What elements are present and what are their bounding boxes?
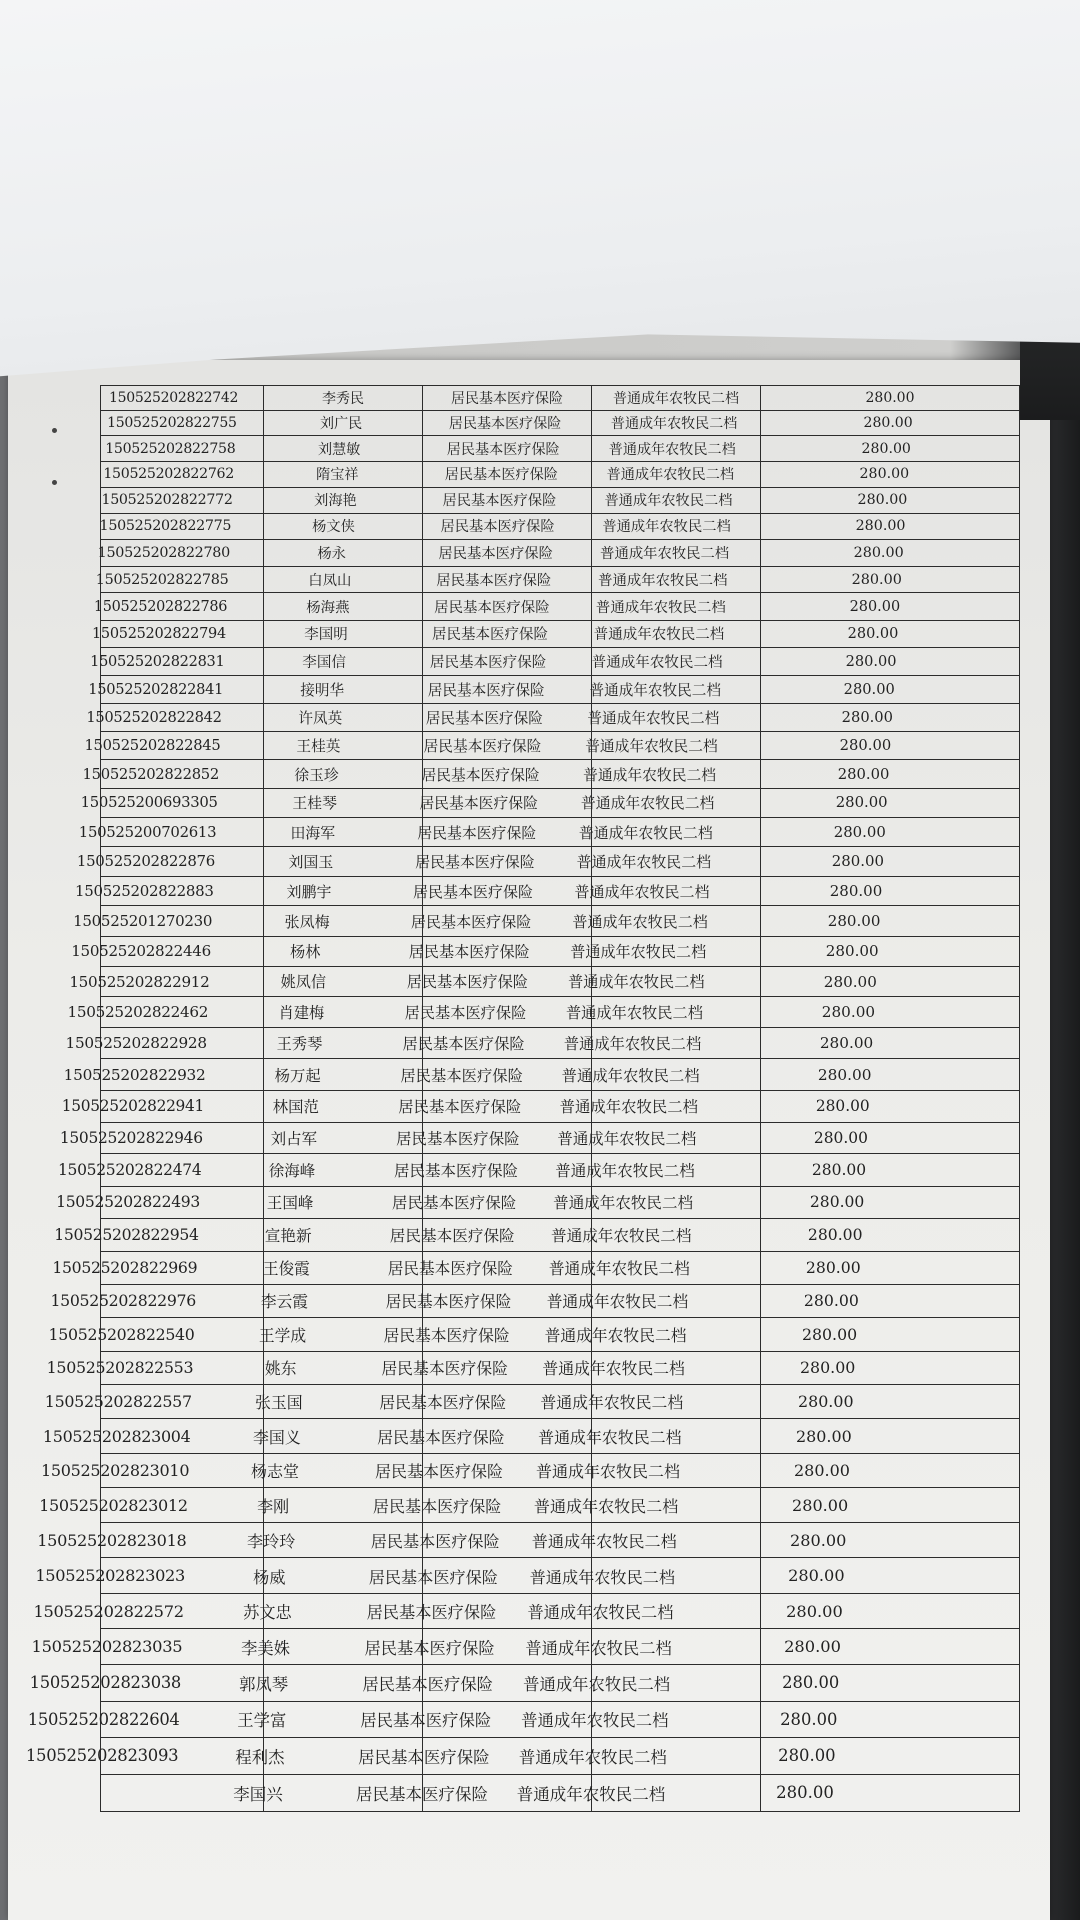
level-cell: 普通成年农牧民二档 (554, 936, 723, 966)
id-cell: 150525202822842 (78, 703, 241, 731)
name-cell: 宣艳新 (209, 1219, 368, 1252)
name-cell: 李美姝 (186, 1629, 345, 1665)
level-cell: 普通成年农牧民二档 (539, 1186, 708, 1218)
table-row (85, 593, 1004, 620)
name-cell: 王学富 (182, 1701, 341, 1737)
id-cell: 150525202822772 (93, 487, 256, 513)
amount-cell: 280.00 (721, 966, 980, 997)
table-row (63, 936, 982, 966)
level-cell: 普通成年农牧民二档 (537, 1219, 706, 1252)
insurance-table-body (25, 386, 1020, 1812)
amount-cell: 280.00 (685, 1593, 944, 1629)
level-cell: 普通成年农牧民二档 (563, 788, 732, 817)
amount-cell: 280.00 (717, 1028, 976, 1059)
insurance-table-wrapper (0, 385, 1050, 1885)
id-cell: 150525200693305 (72, 788, 235, 817)
type-cell: 居民基本医疗保险 (345, 1629, 514, 1665)
table-row (91, 513, 1010, 539)
type-cell: 居民基本医疗保险 (366, 1251, 535, 1284)
id-cell: 150525202822969 (44, 1251, 207, 1284)
amount-cell: 280.00 (719, 997, 978, 1028)
amount-cell: 280.00 (693, 1453, 952, 1488)
name-cell: 杨林 (226, 936, 385, 966)
level-cell: 普通成年农牧民二档 (510, 1701, 679, 1737)
type-cell: 居民基本医疗保险 (392, 817, 561, 846)
id-cell: 150525202822775 (91, 513, 254, 539)
table-row (99, 411, 1018, 436)
name-cell: 李秀民 (264, 386, 423, 411)
name-cell: 李玲玲 (192, 1523, 351, 1558)
table-row (44, 1251, 963, 1284)
table-row (59, 997, 978, 1028)
id-cell: 150525202822841 (80, 675, 243, 703)
name-cell: 许凤英 (241, 703, 400, 731)
type-cell: 居民基本医疗保险 (372, 1154, 541, 1186)
level-cell: 普通成年农牧民二档 (582, 513, 751, 539)
name-cell: 杨万起 (218, 1059, 377, 1090)
id-cell: 150525202822883 (67, 876, 230, 906)
type-cell: 居民基本医疗保险 (373, 1122, 542, 1154)
id-cell: 150525202822572 (25, 1593, 188, 1629)
level-cell: 普通成年农牧民二档 (529, 1351, 698, 1385)
amount-cell: 280.00 (689, 1523, 948, 1558)
level-cell: 普通成年农牧民二档 (573, 647, 742, 675)
type-cell: 居民基本医疗保险 (379, 1028, 548, 1059)
amount-cell: 280.00 (732, 788, 991, 817)
type-cell: 居民基本医疗保险 (423, 386, 592, 411)
amount-cell: 280.00 (715, 1059, 974, 1090)
name-cell: 李国义 (197, 1419, 356, 1453)
table-row (21, 1665, 940, 1701)
type-cell: 居民基本医疗保险 (362, 1318, 531, 1352)
amount-cell: 280.00 (700, 1318, 959, 1352)
type-cell: 居民基本医疗保险 (360, 1351, 529, 1385)
table-row (84, 620, 1003, 647)
id-cell: 150525202822493 (48, 1186, 211, 1218)
id-cell: 150525202822557 (36, 1385, 199, 1419)
table-row (34, 1419, 953, 1453)
level-cell: 普通成年农牧民二档 (524, 1453, 693, 1488)
type-cell: 居民基本医疗保险 (349, 1558, 518, 1593)
type-cell: 居民基本医疗保险 (417, 461, 586, 487)
id-cell: 150525202822604 (19, 1701, 182, 1737)
type-cell: 居民基本医疗保险 (402, 675, 571, 703)
amount-cell: 280.00 (751, 513, 1010, 539)
type-cell: 居民基本医疗保险 (370, 1186, 539, 1218)
name-cell: 李刚 (194, 1488, 353, 1523)
amount-cell: 280.00 (691, 1488, 950, 1523)
type-cell: 居民基本医疗保险 (364, 1284, 533, 1317)
level-cell: 普通成年农牧民二档 (550, 997, 719, 1028)
level-cell: 普通成年农牧民二档 (531, 1318, 700, 1352)
amount-cell: 280.00 (698, 1351, 957, 1385)
level-cell: 普通成年农牧民二档 (546, 1059, 715, 1090)
name-cell: 林国范 (216, 1090, 375, 1122)
level-cell: 普通成年农牧民二档 (533, 1284, 702, 1317)
name-cell: 张凤梅 (228, 906, 387, 936)
type-cell: 居民基本医疗保险 (385, 936, 554, 966)
id-cell: 150525202822553 (38, 1351, 201, 1385)
level-cell: 普通成年农牧民二档 (542, 1122, 711, 1154)
level-cell: 普通成年农牧民二档 (535, 1251, 704, 1284)
table-row (82, 647, 1001, 675)
level-cell: 普通成年农牧民二档 (520, 1523, 689, 1558)
level-cell: 普通成年农牧民二档 (580, 539, 749, 566)
id-cell: 150525202822946 (51, 1122, 214, 1154)
name-cell: 杨海燕 (248, 593, 407, 620)
type-cell: 居民基本医疗保险 (353, 1488, 522, 1523)
type-cell: 居民基本医疗保险 (356, 1419, 525, 1453)
level-cell: 普通成年农牧民二档 (569, 703, 738, 731)
table-row (29, 1523, 948, 1558)
id-cell: 150525202823023 (27, 1558, 190, 1593)
table-row (65, 906, 984, 936)
name-cell: 郭凤琴 (184, 1665, 343, 1701)
amount-cell: 280.00 (683, 1629, 942, 1665)
name-cell: 李国明 (247, 620, 406, 647)
id-cell: 150525202822976 (42, 1284, 205, 1317)
table-row (72, 788, 991, 817)
name-cell: 接明华 (243, 675, 402, 703)
name-cell: 王俊霞 (207, 1251, 366, 1284)
id-cell: 150525202822785 (87, 566, 250, 593)
table-row (50, 1154, 969, 1186)
amount-cell: 280.00 (738, 703, 997, 731)
table-row (48, 1186, 967, 1218)
level-cell: 普通成年农牧民二档 (544, 1090, 713, 1122)
type-cell: 居民基本医疗保险 (339, 1737, 508, 1774)
name-cell: 刘海艳 (256, 487, 415, 513)
amount-cell: 280.00 (749, 539, 1008, 566)
name-cell: 王秀琴 (220, 1028, 379, 1059)
name-cell: 刘国玉 (231, 847, 390, 877)
type-cell: 居民基本医疗保险 (398, 731, 567, 759)
id-cell: 150525202822474 (50, 1154, 213, 1186)
id-cell: 150525202822852 (74, 760, 237, 789)
table-row (19, 1701, 938, 1737)
name-cell: 程利杰 (180, 1737, 339, 1774)
id-cell: 150525202823035 (23, 1629, 186, 1665)
type-cell: 居民基本医疗保险 (411, 539, 580, 566)
amount-cell: 280.00 (730, 817, 989, 846)
id-cell: 150525202822786 (85, 593, 248, 620)
name-cell: 姚凤信 (224, 966, 383, 997)
name-cell: 刘鹏宇 (230, 876, 389, 906)
id-cell: 150525202822845 (76, 731, 239, 759)
id-cell: 150525202823018 (29, 1523, 192, 1558)
amount-cell: 280.00 (702, 1284, 961, 1317)
id-cell: 150525202822762 (95, 461, 258, 487)
level-cell: 普通成年农牧民二档 (592, 386, 761, 411)
amount-cell: 280.00 (676, 1774, 935, 1811)
level-cell: 普通成年农牧民二档 (578, 566, 747, 593)
level-cell: 普通成年农牧民二档 (507, 1774, 676, 1811)
level-cell: 普通成年农牧民二档 (571, 675, 740, 703)
amount-cell: 280.00 (681, 1665, 940, 1701)
amount-cell: 280.00 (677, 1737, 936, 1774)
type-cell: 居民基本医疗保险 (404, 647, 573, 675)
table-row (53, 1090, 972, 1122)
id-cell: 150525202822932 (55, 1059, 218, 1090)
type-cell: 居民基本医疗保险 (338, 1774, 507, 1811)
level-cell: 普通成年农牧民二档 (512, 1665, 681, 1701)
table-row (95, 461, 1014, 487)
level-cell: 普通成年农牧民二档 (575, 620, 744, 647)
type-cell: 居民基本医疗保险 (390, 847, 559, 877)
id-cell: 150525200702613 (70, 817, 233, 846)
table-row (57, 1028, 976, 1059)
type-cell: 居民基本医疗保险 (407, 593, 576, 620)
level-cell: 普通成年农牧民二档 (518, 1558, 687, 1593)
name-cell: 杨永 (252, 539, 411, 566)
level-cell: 普通成年农牧民二档 (548, 1028, 717, 1059)
id-cell: 150525202822928 (57, 1028, 220, 1059)
name-cell: 肖建梅 (222, 997, 381, 1028)
id-cell: 150525202822954 (46, 1219, 209, 1252)
level-cell: 普通成年农牧民二档 (556, 906, 725, 936)
table-row (67, 876, 986, 906)
amount-cell: 280.00 (727, 876, 986, 906)
id-cell: 150525202822755 (99, 411, 262, 436)
amount-cell: 280.00 (711, 1122, 970, 1154)
name-cell: 白凤山 (250, 566, 409, 593)
name-cell: 徐海峰 (213, 1154, 372, 1186)
id-cell: 150525202822742 (101, 386, 264, 411)
type-cell: 居民基本医疗保险 (394, 788, 563, 817)
type-cell: 居民基本医疗保险 (415, 487, 584, 513)
table-row (93, 487, 1012, 513)
amount-cell: 280.00 (747, 566, 1006, 593)
level-cell: 普通成年农牧民二档 (586, 461, 755, 487)
level-cell: 普通成年农牧民二档 (561, 817, 730, 846)
type-cell: 居民基本医疗保险 (341, 1701, 510, 1737)
amount-cell: 280.00 (710, 1154, 969, 1186)
table-row (97, 436, 1016, 462)
id-cell: 150525202822912 (61, 966, 224, 997)
id-cell: 150525202823004 (34, 1419, 197, 1453)
level-cell: 普通成年农牧民二档 (584, 487, 753, 513)
table-row (80, 675, 999, 703)
amount-cell: 280.00 (694, 1419, 953, 1453)
table-row (25, 1593, 944, 1629)
table-row (23, 1629, 942, 1665)
table-row (70, 817, 989, 846)
amount-cell: 280.00 (734, 760, 993, 789)
table-row (55, 1059, 974, 1090)
level-cell: 普通成年农牧民二档 (567, 731, 736, 759)
amount-cell: 280.00 (755, 461, 1014, 487)
level-cell: 普通成年农牧民二档 (508, 1737, 677, 1774)
table-row (89, 539, 1008, 566)
level-cell: 普通成年农牧民二档 (558, 876, 727, 906)
name-cell: 李国信 (245, 647, 404, 675)
type-cell: 居民基本医疗保险 (368, 1219, 537, 1252)
name-cell: 刘占军 (214, 1122, 373, 1154)
type-cell: 居民基本医疗保险 (387, 906, 556, 936)
name-cell: 田海军 (233, 817, 392, 846)
amount-cell: 280.00 (687, 1558, 946, 1593)
insurance-table (25, 385, 1020, 1812)
table-row (74, 760, 993, 789)
amount-cell: 280.00 (725, 906, 984, 936)
table-row (38, 1351, 957, 1385)
amount-cell: 280.00 (728, 847, 987, 877)
amount-cell: 280.00 (696, 1385, 955, 1419)
id-cell: 150525202822831 (82, 647, 245, 675)
amount-cell: 280.00 (679, 1701, 938, 1737)
name-cell: 王桂琴 (235, 788, 394, 817)
level-cell: 普通成年农牧民二档 (552, 966, 721, 997)
id-cell: 150525202822446 (63, 936, 226, 966)
table-row (76, 731, 995, 759)
type-cell: 居民基本医疗保险 (351, 1523, 520, 1558)
table-row (42, 1284, 961, 1317)
level-cell: 普通成年农牧民二档 (516, 1593, 685, 1629)
amount-cell: 280.00 (759, 411, 1018, 436)
name-cell: 张玉国 (199, 1385, 358, 1419)
name-cell: 杨志堂 (196, 1453, 355, 1488)
name-cell: 刘慧敏 (260, 436, 419, 462)
type-cell: 居民基本医疗保险 (358, 1385, 527, 1419)
name-cell: 徐玉珍 (237, 760, 396, 789)
table-row (31, 1488, 950, 1523)
id-cell: 150525202822758 (97, 436, 260, 462)
amount-cell: 280.00 (708, 1186, 967, 1218)
id-cell: 150525202822780 (89, 539, 252, 566)
id-cell: 150525202822462 (59, 997, 222, 1028)
level-cell: 普通成年农牧民二档 (559, 847, 728, 877)
type-cell: 居民基本医疗保险 (381, 997, 550, 1028)
level-cell: 普通成年农牧民二档 (527, 1385, 696, 1419)
level-cell: 普通成年农牧民二档 (525, 1419, 694, 1453)
id-cell: 150525202822540 (40, 1318, 203, 1352)
type-cell: 居民基本医疗保险 (396, 760, 565, 789)
amount-cell: 280.00 (740, 675, 999, 703)
name-cell: 李国兴 (179, 1774, 338, 1811)
type-cell: 居民基本医疗保险 (413, 513, 582, 539)
amount-cell: 280.00 (713, 1090, 972, 1122)
type-cell: 居民基本医疗保险 (406, 620, 575, 647)
amount-cell: 280.00 (745, 593, 1004, 620)
type-cell: 居民基本医疗保险 (377, 1059, 546, 1090)
table-row (46, 1219, 965, 1252)
id-cell: 150525202823012 (31, 1488, 194, 1523)
table-row (33, 1453, 952, 1488)
id-cell (16, 1774, 179, 1811)
name-cell: 刘广民 (262, 411, 421, 436)
level-cell: 普通成年农牧民二档 (522, 1488, 691, 1523)
id-cell: 150525202823010 (33, 1453, 196, 1488)
level-cell: 普通成年农牧民二档 (588, 436, 757, 462)
type-cell: 居民基本医疗保险 (409, 566, 578, 593)
level-cell: 普通成年农牧民二档 (565, 760, 734, 789)
amount-cell: 280.00 (736, 731, 995, 759)
type-cell: 居民基本医疗保险 (383, 966, 552, 997)
amount-cell: 280.00 (742, 647, 1001, 675)
id-cell: 150525201270230 (65, 906, 228, 936)
amount-cell: 280.00 (761, 386, 1020, 411)
table-row (36, 1385, 955, 1419)
table-row (87, 566, 1006, 593)
type-cell: 居民基本医疗保险 (375, 1090, 544, 1122)
level-cell: 普通成年农牧民二档 (514, 1629, 683, 1665)
name-cell: 王学成 (203, 1318, 362, 1352)
table-row (101, 386, 1020, 411)
table-row (68, 847, 987, 877)
name-cell: 隋宝祥 (258, 461, 417, 487)
type-cell: 居民基本医疗保险 (347, 1593, 516, 1629)
level-cell: 普通成年农牧民二档 (590, 411, 759, 436)
table-row (61, 966, 980, 997)
table-row (40, 1318, 959, 1352)
amount-cell: 280.00 (744, 620, 1003, 647)
name-cell: 杨文侠 (254, 513, 413, 539)
name-cell: 王桂英 (239, 731, 398, 759)
id-cell: 150525202822941 (53, 1090, 216, 1122)
level-cell: 普通成年农牧民二档 (541, 1154, 710, 1186)
amount-cell: 280.00 (723, 936, 982, 966)
type-cell: 居民基本医疗保险 (343, 1665, 512, 1701)
name-cell: 苏文忠 (188, 1593, 347, 1629)
type-cell: 居民基本医疗保险 (389, 876, 558, 906)
type-cell: 居民基本医疗保险 (400, 703, 569, 731)
type-cell: 居民基本医疗保险 (355, 1453, 524, 1488)
table-row (78, 703, 997, 731)
table-row (16, 1774, 935, 1811)
table-row (51, 1122, 970, 1154)
table-row (27, 1558, 946, 1593)
id-cell: 150525202822794 (84, 620, 247, 647)
id-cell: 150525202823038 (21, 1665, 184, 1701)
amount-cell: 280.00 (757, 436, 1016, 462)
amount-cell: 280.00 (706, 1219, 965, 1252)
table-row (17, 1737, 936, 1774)
type-cell: 居民基本医疗保险 (419, 436, 588, 462)
id-cell: 150525202823093 (17, 1737, 180, 1774)
level-cell: 普通成年农牧民二档 (576, 593, 745, 620)
name-cell: 王国峰 (211, 1186, 370, 1218)
name-cell: 姚东 (201, 1351, 360, 1385)
id-cell: 150525202822876 (68, 847, 231, 877)
name-cell: 杨威 (190, 1558, 349, 1593)
amount-cell: 280.00 (704, 1251, 963, 1284)
type-cell: 居民基本医疗保险 (421, 411, 590, 436)
name-cell: 李云霞 (205, 1284, 364, 1317)
amount-cell: 280.00 (753, 487, 1012, 513)
